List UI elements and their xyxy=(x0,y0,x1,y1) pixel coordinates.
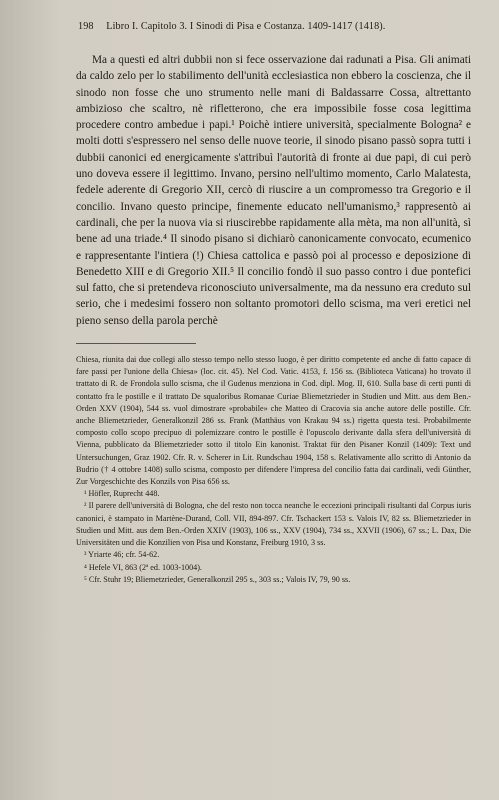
footnote-3: ³ Yriarte 46; cfr. 54-62. xyxy=(84,550,160,560)
footnotes xyxy=(76,354,471,586)
body-paragraph: Ma a questi ed altri dubbii non si fece osservazione dai radunati a Pisa. Gli animati da caldo zelo per lo stabilimento dell'unità ecclesiastica non ebbero la coscienza, che il sinodo non fosse che uno strumento nelle mani di Baldassarre Cossa, altrettanto ambizioso che scaltro, nè rifletterono, che era impossibile fosse cosa legittima procedere contro ambedue i papi.¹ Poichè intiere università, specialmente Bologna² e molti dotti s'espressero nel senso delle nuove teorie, il sinodo pisano passò sopra tutti i dubbii canonici ed energicamente s'attribuì l'autorità di fronte ai due papi, di cui però uno doveva essere il legittimo. Invano, persino nell'ultimo momento, Carlo Malatesta, fedele aderente di Gregorio XII, cercò di riuscire a un compromesso tra Gregorio e il concilio. Invano questo principe, finemente educato nell'umanismo,³ rappresentò ai cardinali, che per la nuova via si riuscirebbe rapidamente alla mèta, ma non all'unità, sì bene ad una triade.⁴ Il sinodo pisano si dichiarò canonicamente convocato, ecumenico e rappresentante l'intiera (!) Chiesa cattolica e passò poi al processo e deposizione di Benedetto XIII e di Gregorio XII.⁵ Il concilio fondò il suo passo contro i due pontefici sul fatto, che si pretendeva riconosciuto universalmente, ma da nessuno era creduto sul serio, che i medesimi fossero non soltanto promotori dello scisma, ma veri eretici nel pieno senso della parola perchè xyxy=(76,54,471,327)
footnote-separator xyxy=(76,343,196,344)
footnote-1: ¹ Höfler, Ruprecht 448. xyxy=(84,489,160,499)
running-title: Libro I. Capitolo 3. I Sinodi di Pisa e Costanza. 1409-1417 (1418). xyxy=(106,21,386,32)
footnote-5: ⁵ Cfr. Stuhr 19; Bliemetzrieder, Generalkonzil 295 s., 303 ss.; Valois IV, 79, 90 ss. xyxy=(84,574,351,584)
footnote-2: ² Il parere dell'università di Bologna, che del resto non tocca neanche le eccezioni principali risultanti dal Corpus iuris canonici, è stampato in Martène-Durand, Coll. VII, 894-897. Cfr. Tschackert 153 s. Valois IV, 82 ss. Bliemetzrieder in Studien und Mitt. aus dem Ben.-Orden XXIV (1903), 106 ss., XXV (1904), 734 ss., XXVII (1906), 67 ss.; L. Dax, Die Universitäten und die Konzilien von Pisa und Konstanz, Freiburg 1910, 3 ss. xyxy=(76,501,471,548)
footnote-continuation: Chiesa, riunita dai due collegi allo stesso tempo nello stesso luogo, è per diritto competente ed anche di fatto capace di fare passi per l'unione della Chiesa» (loc. cit. 45). Nel Cod. Vatic. 4153, f. 156 ss. (Biblioteca Vaticana) ho trovato il trattato di R. de Frondola sullo scisma, che il Gudenus menziona in Cod. dipl. Mog. II, 610. Sulla base di certi punti di contatto fra le postille e il trattato De squaloribus Romanae Curiae Bliemetzrieder in Studien und Mitt. aus dem Ben.-Orden XXV (1904), 544 ss. vuol dimostrare «probabile» che Matteo di Cracovia sia anche autore delle postille. Cfr. anche Bliemetzrieder, Generalkonzil 286 ss. Frank (Matthäus von Krakau 94 ss.) rigetta questa tesi. Probabilmente composto collo scopo precipuo di polemizzare contro le postille è l'opuscolo derivante dalla sfera dell'università di Vienna, pubblicato da Bliemetzrieder sotto il titolo Ein kanonist. Traktat für den Pisaner Konzil (1409): Text und Untersuchungen, Graz 1902. Cfr. R. v. Scherer in Lit. Rundschau 1904, 158 s. Relativamente allo scritto di Antonio da Budrio († 4 ottobre 1408) sullo scisma, composto per difendere l'impresa del concilio fatta dai cardinali, vedi Günther, Zur Vorgeschichte des Konzils von Pisa 656 ss. xyxy=(76,355,471,487)
footnote-4: ⁴ Hefele VI, 863 (2ª ed. 1003-1004). xyxy=(84,562,202,572)
page-number: 198 xyxy=(78,21,94,32)
running-header xyxy=(78,20,471,34)
main-text xyxy=(76,52,471,329)
